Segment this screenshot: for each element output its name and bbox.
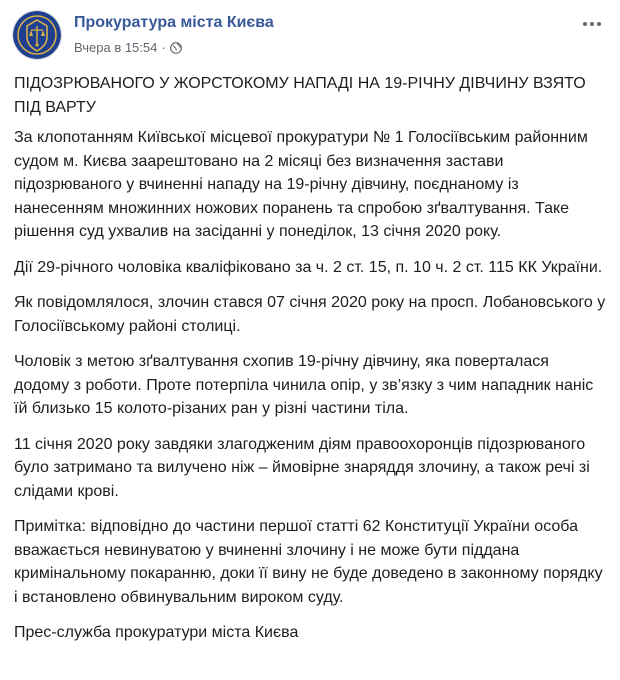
post-paragraph: Як повідомлялося, злочин стався 07 січня 2020 року на просп. Лобановського у Голосіївському районі столиці.: [14, 294, 606, 335]
post-paragraph: Примітка: відповідно до частини першої статті 62 Конституції України особа вважається невинуватою у вчиненні злочину і не може бути піддана кримінальному покаранню, доки її вину не буде доведено в законному порядку і встановлено обвинувальним вироком суду.: [14, 518, 603, 606]
post-header: [12, 10, 608, 60]
post-paragraph: За клопотанням Київської місцевої прокуратури № 1 Голосіївським районним судом м. Києва заарештовано на 2 місяці без визначення застави підозрюваного у вчиненні нападу на 19-річну дівчину, поєднаному із нанесенням множинних ножових поранень та спробою зґвалтування. Таке рішення суд ухвалив на засіданні у понеділок, 13 січня 2020 року.: [14, 129, 588, 240]
post-timestamp[interactable]: Вчера в 15:54: [74, 40, 158, 55]
prosecutor-emblem-icon: [13, 11, 61, 59]
post-paragraph: Чоловік з метою зґвалтування схопив 19-річну дівчину, яка поверталася додому з роботи. Проте потерпіла чинила опір, у зв’язку з чим нападник наніс їй близько 15 колото-різаних ран у різні частини тіла.: [14, 353, 594, 417]
more-options-button[interactable]: [580, 16, 604, 32]
post-meta: [74, 40, 182, 55]
meta-separator: ·: [161, 40, 166, 55]
post-paragraph: Дії 29-річного чоловіка кваліфіковано за ч. 2 ст. 15, п. 10 ч. 2 ст. 115 КК України.: [14, 258, 603, 276]
post-headline: ПІДОЗРЮВАНОГО У ЖОРСТОКОМУ НАПАДІ НА 19-РІЧНУ ДІВЧИНУ ВЗЯТО ПІД ВАРТУ: [14, 75, 586, 116]
post-signature: Прес-служба прокуратури міста Києва: [14, 624, 299, 641]
post-body: [14, 72, 606, 657]
globe-icon[interactable]: [170, 42, 182, 54]
page-avatar[interactable]: [12, 10, 62, 60]
post-paragraph: 11 січня 2020 року завдяки злагодженим діям правоохоронців підозрюваного було затримано та вилучено ніж – ймовірне знаряддя злочину, а також речі зі слідами крові.: [14, 435, 590, 500]
page-name-link[interactable]: Прокуратура міста Києва: [74, 14, 274, 31]
more-options-icon: [583, 22, 601, 26]
